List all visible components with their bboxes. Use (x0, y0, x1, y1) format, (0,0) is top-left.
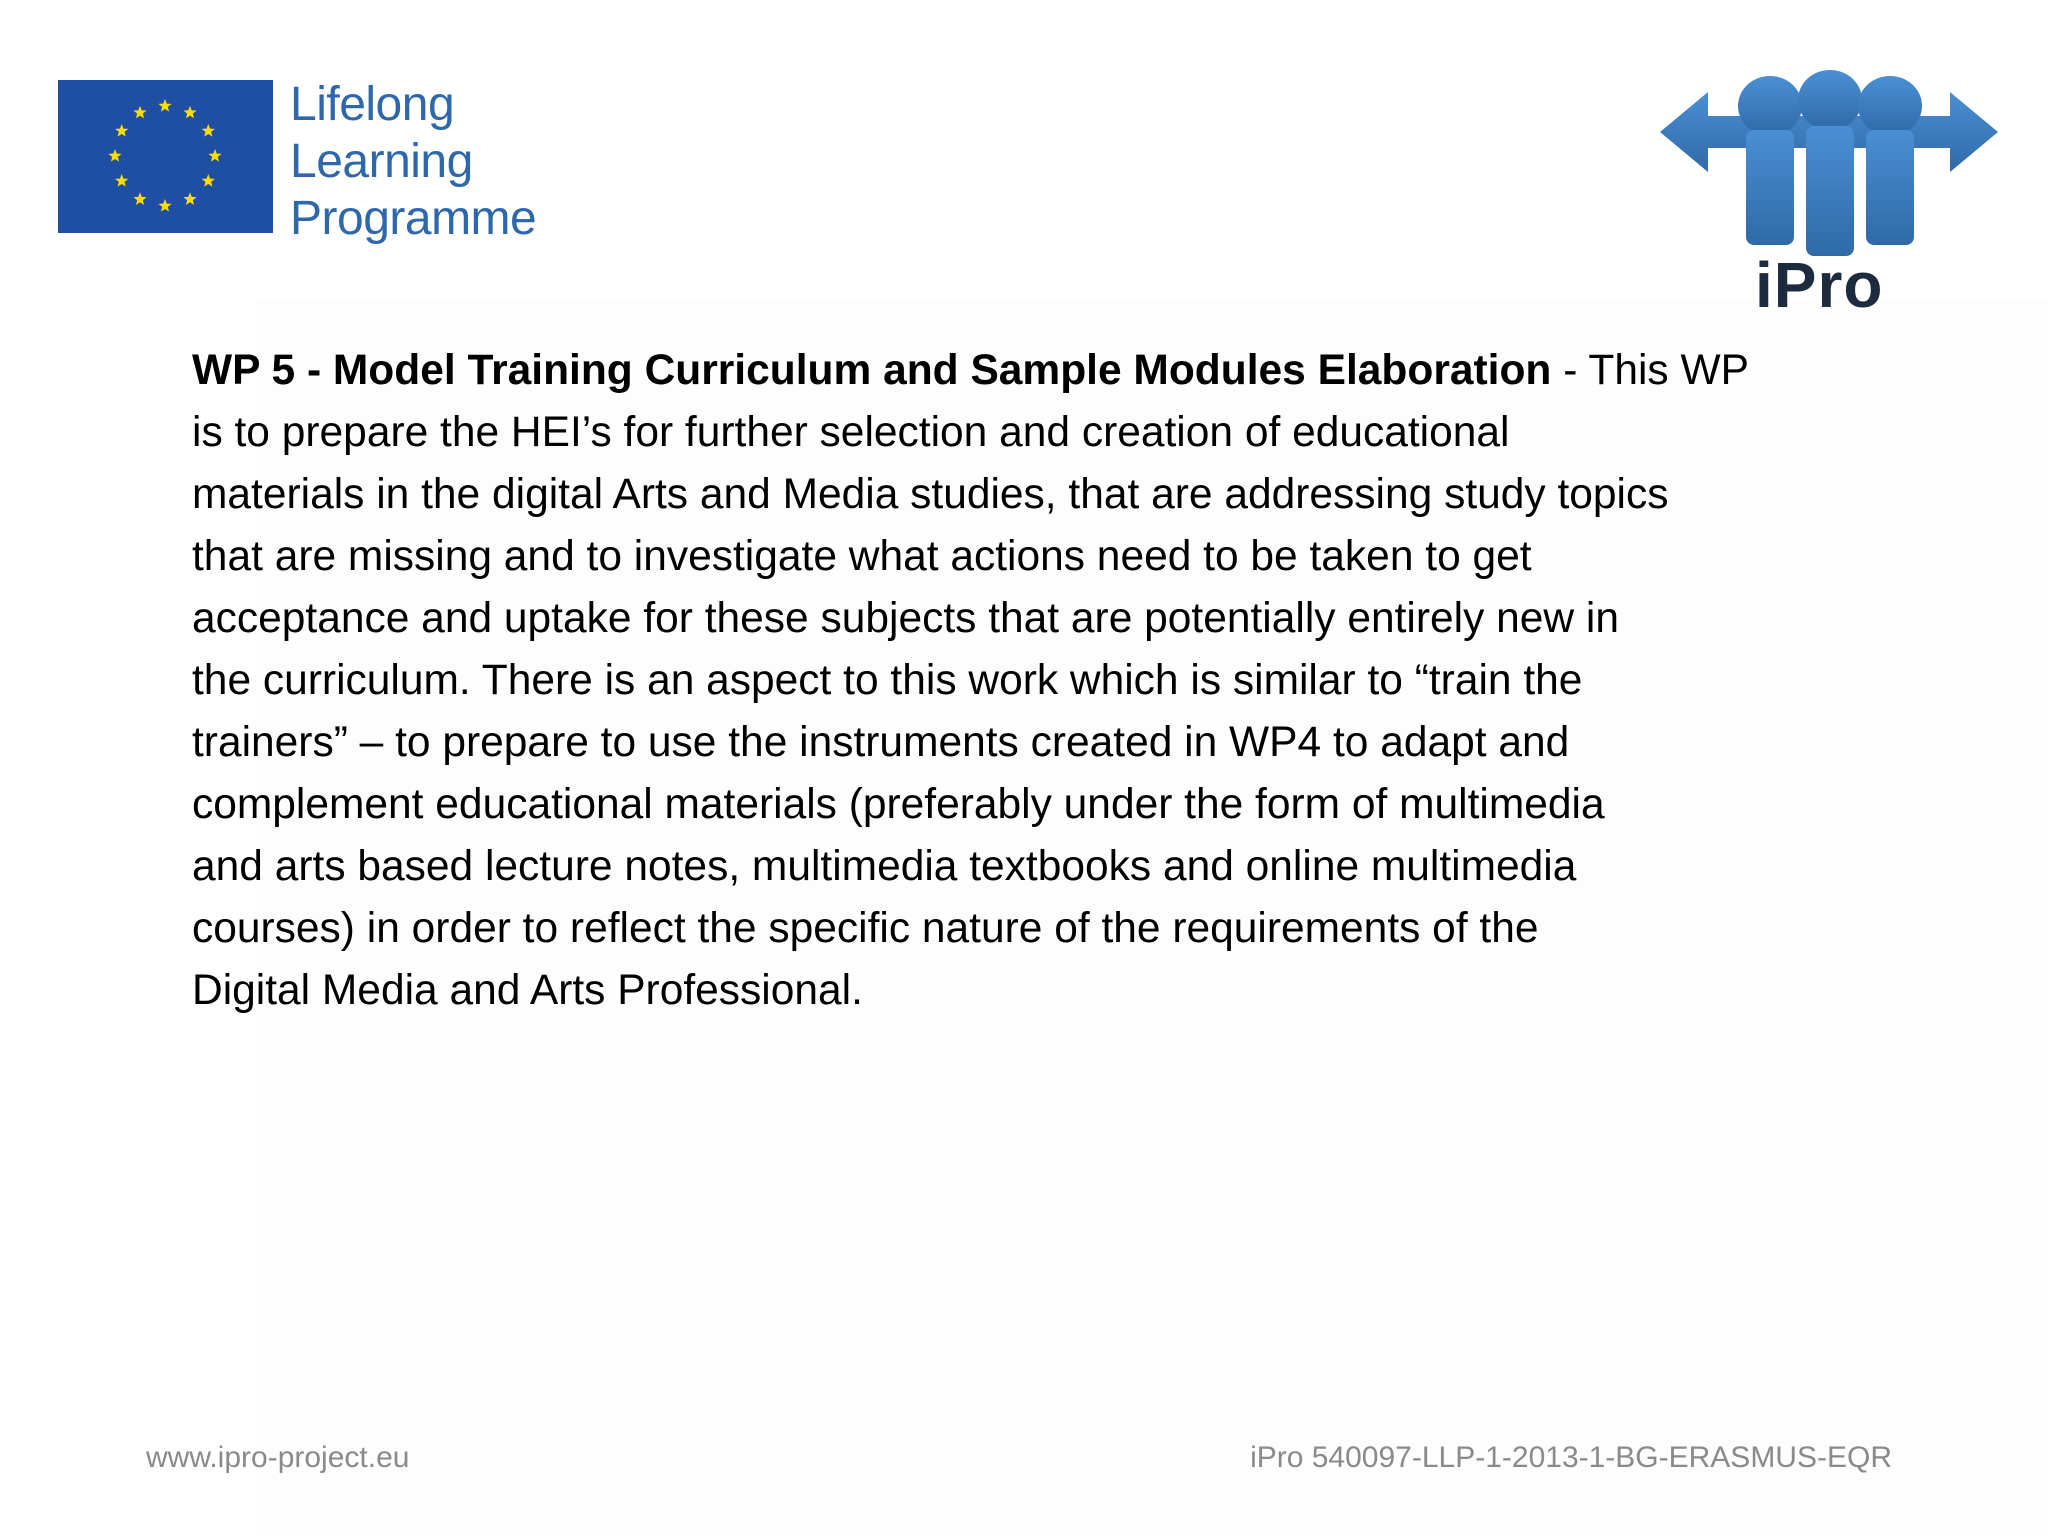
eu-star-icon (115, 124, 128, 137)
lifelong-learning-programme-logo (58, 80, 578, 245)
eu-flag-icon (58, 80, 273, 233)
text-line-2: is to prepare the HEI’s for further selection and creation of educational (192, 409, 1510, 456)
footer-project-code: iPro 540097-LLP-1-2013-1-BG-ERASMUS-EQR (1250, 1441, 1892, 1474)
eu-star-icon (133, 106, 146, 119)
text-line-6: the curriculum. There is an aspect to this work which is similar to “train the (192, 657, 1583, 704)
eu-star-icon (183, 106, 196, 119)
eu-star-icon (202, 124, 215, 137)
text-line-8: complement educational materials (preferably under the form of multimedia (192, 781, 1605, 828)
ipro-logo (1660, 70, 2000, 325)
text-line-5: acceptance and uptake for these subjects that are potentially entirely new in (192, 595, 1619, 642)
text-line-4: that are missing and to investigate what actions need to be taken to get (192, 533, 1532, 580)
eu-star-icon (133, 192, 146, 205)
ipro-people-icon (1660, 70, 2000, 260)
footer-website: www.ipro-project.eu (146, 1441, 410, 1474)
eu-star-icon (208, 149, 221, 162)
programme-name (290, 76, 590, 247)
work-package-title: WP 5 - Model Training Curriculum and Sample Modules Elaboration (192, 347, 1552, 394)
eu-star-icon (202, 174, 215, 187)
programme-name-line-3: Programme (290, 192, 537, 245)
eu-star-icon (108, 149, 121, 162)
eu-star-icon (158, 199, 171, 212)
text-line-1-rest: - This WP (1551, 347, 1749, 394)
text-line-10: courses) in order to reflect the specific nature of the requirements of the (192, 905, 1539, 952)
text-line-11: Digital Media and Arts Professional. (192, 967, 863, 1014)
programme-name-line-1: Lifelong (290, 78, 455, 131)
eu-star-icon (158, 99, 171, 112)
ipro-wordmark: iPro (1755, 249, 1884, 321)
eu-star-icon (183, 192, 196, 205)
eu-star-icon (115, 174, 128, 187)
programme-name-line-2: Learning (290, 135, 473, 188)
text-line-7: trainers” – to prepare to use the instruments created in WP4 to adapt and (192, 719, 1570, 766)
text-line-1 (192, 340, 1872, 402)
work-package-description (192, 340, 1872, 1022)
text-line-9: and arts based lecture notes, multimedia textbooks and online multimedia (192, 843, 1577, 890)
text-line-3: materials in the digital Arts and Media studies, that are addressing study topics (192, 471, 1669, 518)
